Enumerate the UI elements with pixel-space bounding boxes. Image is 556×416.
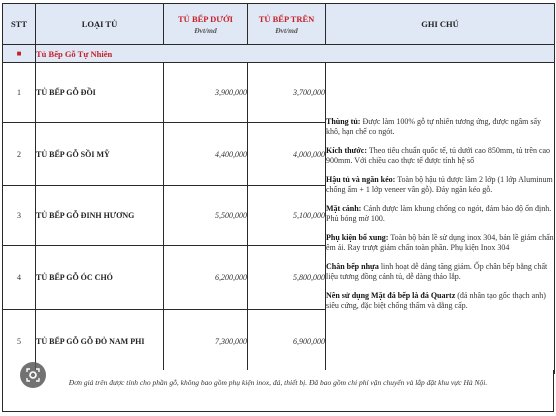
note-label: Mặt cánh: (326, 203, 362, 213)
note-text: Toàn bộ hậu tủ được làm 2 lớp (1 lớp Aluminum chống ẩm + 1 lớp veneer vân gỗ). Đáy ngăn kéo gỗ. (326, 174, 553, 194)
note-text: Toàn bộ bản lề sử dụng inox 304, bản lề giảm chấn êm ái. Ray trượt giảm chấn toàn phần. Phụ kiện Inox 304 (326, 232, 554, 252)
note-text: Được làm 100% gỗ tự nhiên tương ứng, được ngâm sấy khô, hạn chế co ngót. (326, 116, 542, 136)
row-upper-price: 3,700,000 (248, 63, 326, 123)
row-lower-price: 7,300,000 (164, 310, 248, 374)
note-label: Thùng tủ: (326, 116, 361, 126)
note-text: linh hoạt dễ dàng tăng giảm. Ốp chân bếp bằng chất liệu tương đồng cánh tủ, dễ dàng tháo lắp. (326, 261, 548, 281)
row-stt: 5 (3, 310, 36, 374)
note-item (326, 291, 554, 312)
row-stt: 4 (3, 246, 36, 310)
header-name: LOẠI TỦ (36, 4, 164, 45)
note-text: (đá nhân tạo gốc thạch anh) siêu cứng, đặc biệt chống thấm và dằng cấp. (326, 290, 546, 310)
section-bullet: ■ (3, 45, 36, 63)
price-table (2, 3, 555, 374)
header-stt: STT (3, 4, 36, 45)
note-text: Cánh được làm khung chống co ngót, đảm bảo độ ổn định. Phủ bóng mờ 100. (326, 203, 552, 223)
row-name: TỦ BẾP GỖ ĐỒI (36, 63, 164, 123)
note-label: Hậu tủ và ngăn kéo: (326, 174, 396, 184)
row-stt: 2 (3, 123, 36, 186)
row-name: TỦ BẾP GỖ GỖ ĐỎ NAM PHI (36, 310, 164, 374)
row-stt: 1 (3, 63, 36, 123)
note-item (326, 117, 554, 138)
row-upper-price: 5,100,000 (248, 186, 326, 246)
header-upper-cabinet: TỦ BẾP TRÊN Đvt/md (248, 4, 326, 45)
notes-cell (326, 63, 555, 374)
row-upper-price: 5,800,000 (248, 246, 326, 310)
lens-icon (25, 367, 41, 383)
note-label: Nên sử dụng Mặt đá bếp là đá Quartz (326, 290, 456, 300)
row-lower-price: 6,200,000 (164, 246, 248, 310)
note-text: Theo tiêu chuẩn quốc tế, tủ dưới cao 850mm, tủ trên cao 900mm. Với chiều cao thực tế được tính hệ số (326, 145, 551, 165)
row-stt: 3 (3, 186, 36, 246)
note-label: Chân bếp nhựa (326, 261, 379, 271)
lens-search-button[interactable] (20, 362, 46, 388)
table-header-row (3, 4, 555, 45)
header-notes: GHI CHÚ (326, 4, 555, 45)
footer-note: Đơn giá trên được tính cho phần gỗ, không bao gồm phụ kiện inox, đá, thiết bị. Đã bao gồm chi phí vận chuyển và lắp đặt khu vực Hà Nội. (2, 370, 554, 412)
note-item (326, 146, 554, 167)
header-lower-cabinet: TỦ BẾP DƯỚI Đvt/md (164, 4, 248, 45)
row-name: TỦ BẾP GỖ ÓC CHÓ (36, 246, 164, 310)
note-label: Phụ kiện bổ xung: (326, 232, 389, 242)
note-item (326, 175, 554, 196)
row-upper-price: 6,900,000 (248, 310, 326, 374)
row-lower-price: 4,400,000 (164, 123, 248, 186)
row-name: TỦ BẾP GỖ SỒI MỸ (36, 123, 164, 186)
row-lower-price: 5,500,000 (164, 186, 248, 246)
table-row (3, 63, 555, 123)
note-item (326, 204, 554, 225)
note-item (326, 262, 554, 283)
note-label: Kích thước: (326, 145, 368, 155)
row-name: TỦ BẾP GỖ ĐINH HƯƠNG (36, 186, 164, 246)
section-row (3, 45, 555, 63)
row-lower-price: 3,900,000 (164, 63, 248, 123)
section-title: Tủ Bếp Gỗ Tự Nhiên (36, 45, 555, 63)
note-item (326, 233, 554, 254)
row-upper-price: 4,000,000 (248, 123, 326, 186)
